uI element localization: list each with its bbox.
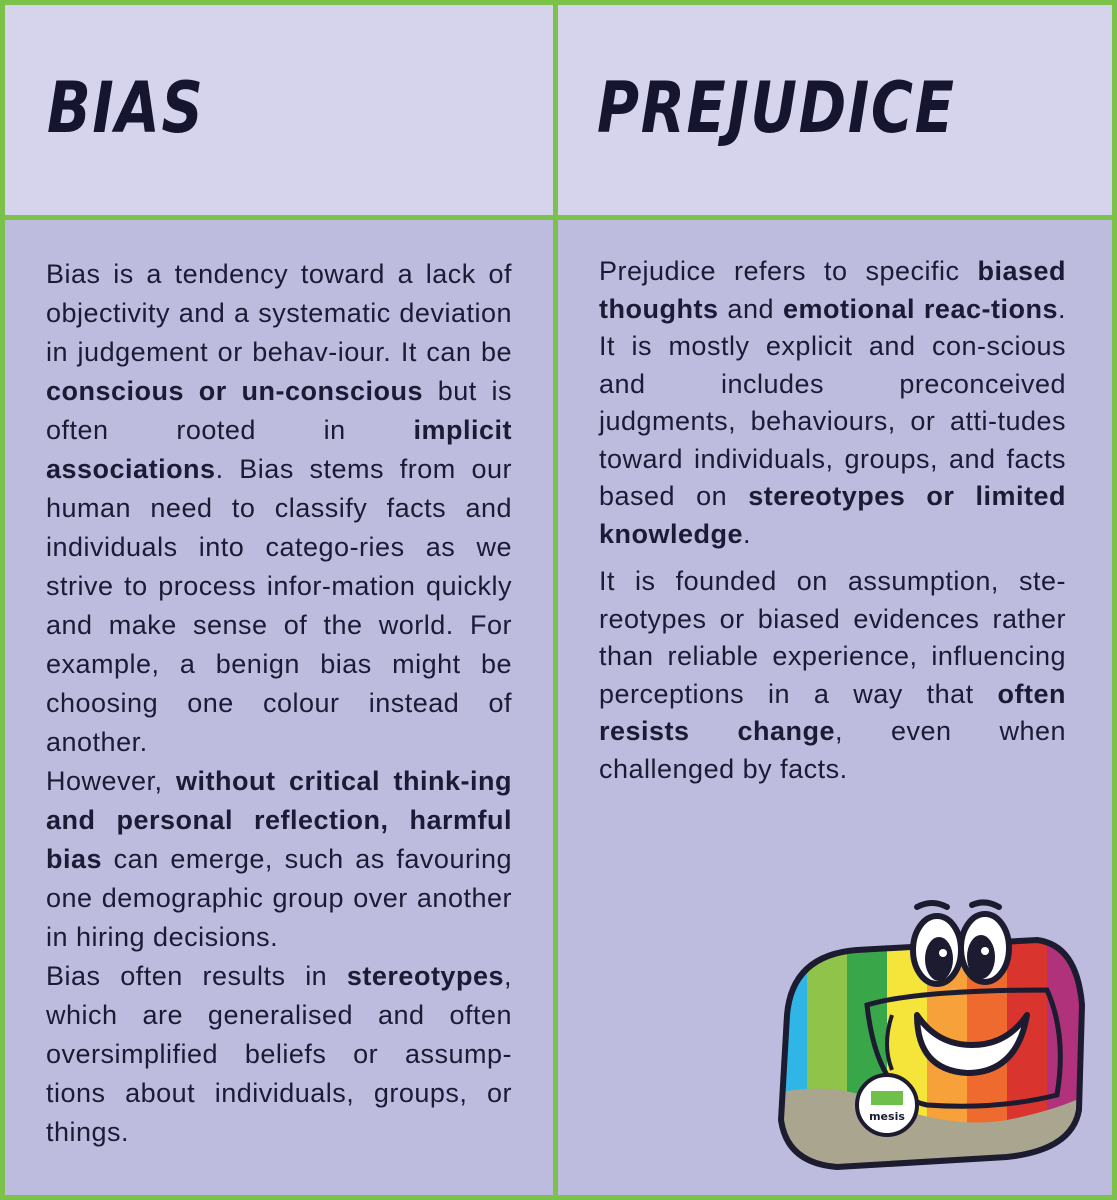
rainbow-bag-mascot-icon [767, 895, 1087, 1185]
bold-phrase: emotional reac-tions [782, 293, 1058, 324]
text-run: . [743, 518, 752, 549]
paragraph [46, 957, 512, 1152]
bold-phrase: conscious or un-conscious [46, 376, 423, 406]
text-run: However, [46, 766, 177, 796]
text-run: Bias is a tendency toward a lack of objectivity and a systematic deviation in judgement or behav-iour. It can be [46, 259, 512, 367]
text-run: . Bias stems from our human need to classify facts and individuals into catego-ries as we strive to process infor-mation quickly and make sense of the world. For example, a benign bias might be choosing one colour instead of another. [46, 454, 512, 757]
text-run: Bias often results in [46, 961, 347, 991]
prejudice-body-cell [558, 220, 1112, 1195]
bold-phrase: without critical think-ing and personal reflection, harmful bias [46, 766, 512, 874]
text-run: Prejudice refers to specific [599, 256, 978, 286]
paragraph [46, 255, 512, 762]
text-run: and [718, 293, 783, 324]
text-run: , which are generalised and often oversimplified beliefs or assump-tions about individuals, groups, or things. [46, 961, 512, 1147]
tag-label: mesis [869, 1110, 905, 1123]
bold-phrase: implicit associations [46, 415, 512, 484]
text-run: It is founded on assumption, ste-reotypes or biased evidences rather than reliable experience, influencing perceptions in a way that [599, 566, 1066, 709]
bold-phrase: stereotypes [346, 961, 504, 991]
text-run: can emerge, such as favouring one demographic group over another in hiring decisions. [46, 844, 512, 952]
paragraph [599, 563, 1066, 788]
prejudice-description [599, 253, 1066, 788]
bold-phrase: stereotypes or limited knowledge [599, 481, 1066, 549]
bias-header-cell [5, 5, 558, 220]
bias-body-cell [5, 220, 558, 1195]
text-run: , even when challenged by facts. [599, 716, 1066, 784]
bold-phrase: often resists change [599, 678, 1066, 746]
prejudice-title: PREJUDICE [597, 67, 956, 149]
bold-phrase: biased thoughts [599, 256, 1066, 324]
prejudice-header-cell [558, 5, 1112, 220]
bias-title: BIAS [47, 67, 205, 149]
bias-description [46, 255, 512, 1152]
paragraph [599, 253, 1066, 553]
paragraph [46, 762, 512, 957]
text-run: . It is mostly explicit and con-scious and includes preconceived judgments, behaviours, or atti-tudes toward individuals, groups, and facts based on [599, 293, 1066, 511]
text-run: but is often rooted in [46, 376, 512, 445]
